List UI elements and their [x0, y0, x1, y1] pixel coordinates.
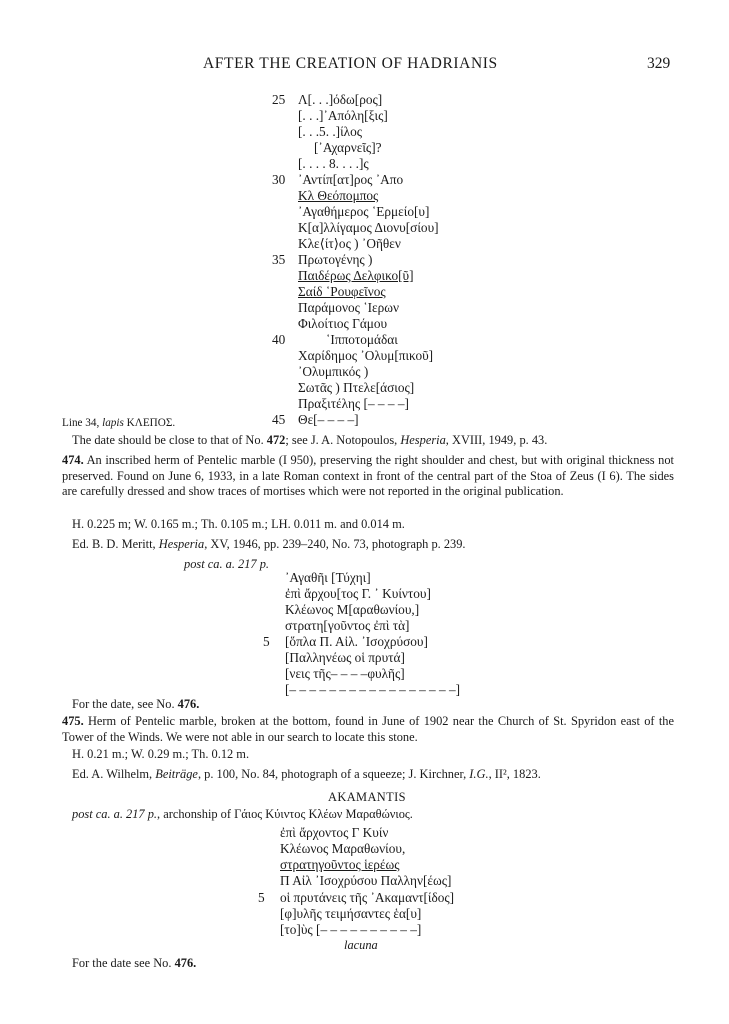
- inscription-line: Λ[. . .]όδω[ρος]: [298, 92, 383, 107]
- line-number: 40: [272, 332, 286, 347]
- inscription-line: Κλ Θεόπομπος: [298, 188, 379, 203]
- entry-475-dimensions: H. 0.21 m.; W. 0.29 m.; Th. 0.12 m.: [72, 747, 250, 761]
- inscription-line: Θε[– – – –]: [298, 412, 359, 427]
- inscription-line: Σαίδ ῾Ρουφεῖνος: [298, 284, 386, 299]
- inscription-line: [. . . . 8. . . .]ς: [298, 156, 369, 171]
- tribe-heading: AKAMANTIS: [328, 790, 406, 804]
- inscription-line: Κ[α]λλίγαμος Διονυ[σίου]: [298, 220, 439, 235]
- entry-475-date-note: For the date see No. 476.: [72, 956, 197, 970]
- inscription-line: ἐπὶ ἄρχοντος Γ Κυίν: [280, 825, 389, 840]
- inscription-line: ᾽Αγαθῆι [Τύχηι]: [285, 570, 371, 585]
- inscription-line: Φιλοίτιος Γάμου: [298, 316, 388, 331]
- inscription-line: ᾽Ολυμπικός ): [298, 364, 369, 379]
- inscription-line: Κλε⟨ίτ⟩ος ) ᾽Οῆθεν: [298, 236, 401, 251]
- inscription-line: ᾽Αγαθήμερος ῾Ερμείο[υ]: [298, 204, 430, 219]
- lacuna-label: lacuna: [344, 938, 378, 952]
- line-number: 45: [272, 412, 286, 427]
- entry-474-edition: Ed. B. D. Meritt, Hesperia, XV, 1946, pp. 239–240, No. 73, photograph p. 239.: [72, 537, 466, 551]
- inscription-line: [. . .]᾽Απόλη[ξις]: [298, 108, 388, 123]
- entry-475-edition: Ed. A. Wilhelm, Beiträge, p. 100, No. 84, photograph of a squeeze; J. Kirchner, I.G., II², 1823.: [72, 767, 541, 781]
- inscription-line: [φ]υλῆς τειμήσαντες ἑα[υ]: [280, 906, 422, 921]
- inscription-line: ῾Ιπποτομάδαι: [326, 332, 398, 347]
- inscription-line: [– – – – – – – – – – – – – – – – –]: [285, 682, 461, 697]
- inscription-line: [ὅπλα Π. Αἰλ. ᾽Ισοχρύσου]: [285, 634, 428, 649]
- inscription-line: Π Αἰλ ᾽Ισοχρύσου Παλλην[έως]: [280, 873, 452, 888]
- inscription-line: [Παλληνέως οἱ πρυτά]: [285, 650, 405, 665]
- entry-475-description: 475. Herm of Pentelic marble, broken at the bottom, found in June of 1902 near the Church of St. Spyridon east of the Tower of the Winds. We were not able in our search to locate this stone.: [62, 714, 674, 744]
- inscription-line: Παιδέρως Δελφικο[ῦ]: [298, 268, 414, 283]
- entry-number: 475.: [62, 714, 84, 728]
- line-number: 25: [272, 92, 286, 107]
- inscription-line: στρατηγοῦντος ἱερέως: [280, 857, 400, 872]
- inscription-line: [. . .5. .]ίλος: [298, 124, 363, 139]
- entry-474-dating: post ca. a. 217 p.: [184, 557, 270, 571]
- inscription-line: [το]ὺς [– – – – – – – – – –]: [280, 922, 422, 937]
- page-number: 329: [647, 55, 671, 72]
- entry-475-dating: post ca. a. 217 p., archonship of Γάιος Κύιντος Κλέων Μαραθώνιος.: [72, 807, 413, 821]
- apparatus-note: Line 34, lapis ΚΛΕΠΟΣ.: [62, 417, 176, 429]
- entry-474-date-note: For the date, see No. 476.: [72, 697, 200, 711]
- inscription-line: [᾽Αχαρνεῖς]?: [314, 140, 382, 155]
- inscription-line: Σωτᾶς ) Πτελε[άσιος]: [298, 380, 415, 395]
- inscription-line: ᾽Αντίπ[ατ]ρος ᾽Απο: [298, 172, 404, 187]
- inscription-line: οἱ πρυτάνεις τῆς ᾽Ακαμαντ[ίδος]: [280, 890, 455, 905]
- entry-number: 474.: [62, 453, 84, 467]
- running-title: AFTER THE CREATION OF HADRIANIS: [203, 55, 498, 72]
- inscription-line: Κλέωνος Μ[αραθωνίου,]: [285, 602, 420, 617]
- line-number: 5: [263, 634, 270, 649]
- inscription-line: Παράμονος ῾Ιερων: [298, 300, 400, 315]
- entry-474-dimensions: H. 0.225 m; W. 0.165 m.; Th. 0.105 m.; LH. 0.011 m. and 0.014 m.: [72, 517, 405, 531]
- inscription-line: Πραξιτέλης [– – – –]: [298, 396, 409, 411]
- inscription-line: Χαρίδημος ᾽Ολυμ[πικοῦ]: [298, 348, 434, 363]
- line-number: 30: [272, 172, 286, 187]
- inscription-line: [νεις τῆς– – – –φυλῆς]: [285, 666, 405, 681]
- line-number: 5: [258, 890, 265, 905]
- entry-474-description: 474. An inscribed herm of Pentelic marble (I 950), preserving the right shoulder and chest, but with original thickness not preserved. Found on June 6, 1933, in a late Roman context in front of the central part of the Stoa of Zeus (I 6). The sides are carefully dressed and show traces of mortises which were not reported in the original publication.: [62, 453, 675, 499]
- inscription-line: στρατη[γοῦντος ἐπὶ τὰ]: [285, 618, 410, 633]
- date-note: The date should be close to that of No. 472; see J. A. Notopoulos, Hesperia, XVIII, 1949, p. 43.: [72, 433, 548, 447]
- inscription-line: ἐπὶ ἄρχου[τος Γ. ᾽ Κυίντου]: [285, 586, 431, 601]
- inscription-line: Κλέωνος Μαραθωνίου,: [280, 841, 406, 856]
- line-number: 35: [272, 252, 286, 267]
- inscription-line: Πρωτογένης ): [298, 252, 373, 267]
